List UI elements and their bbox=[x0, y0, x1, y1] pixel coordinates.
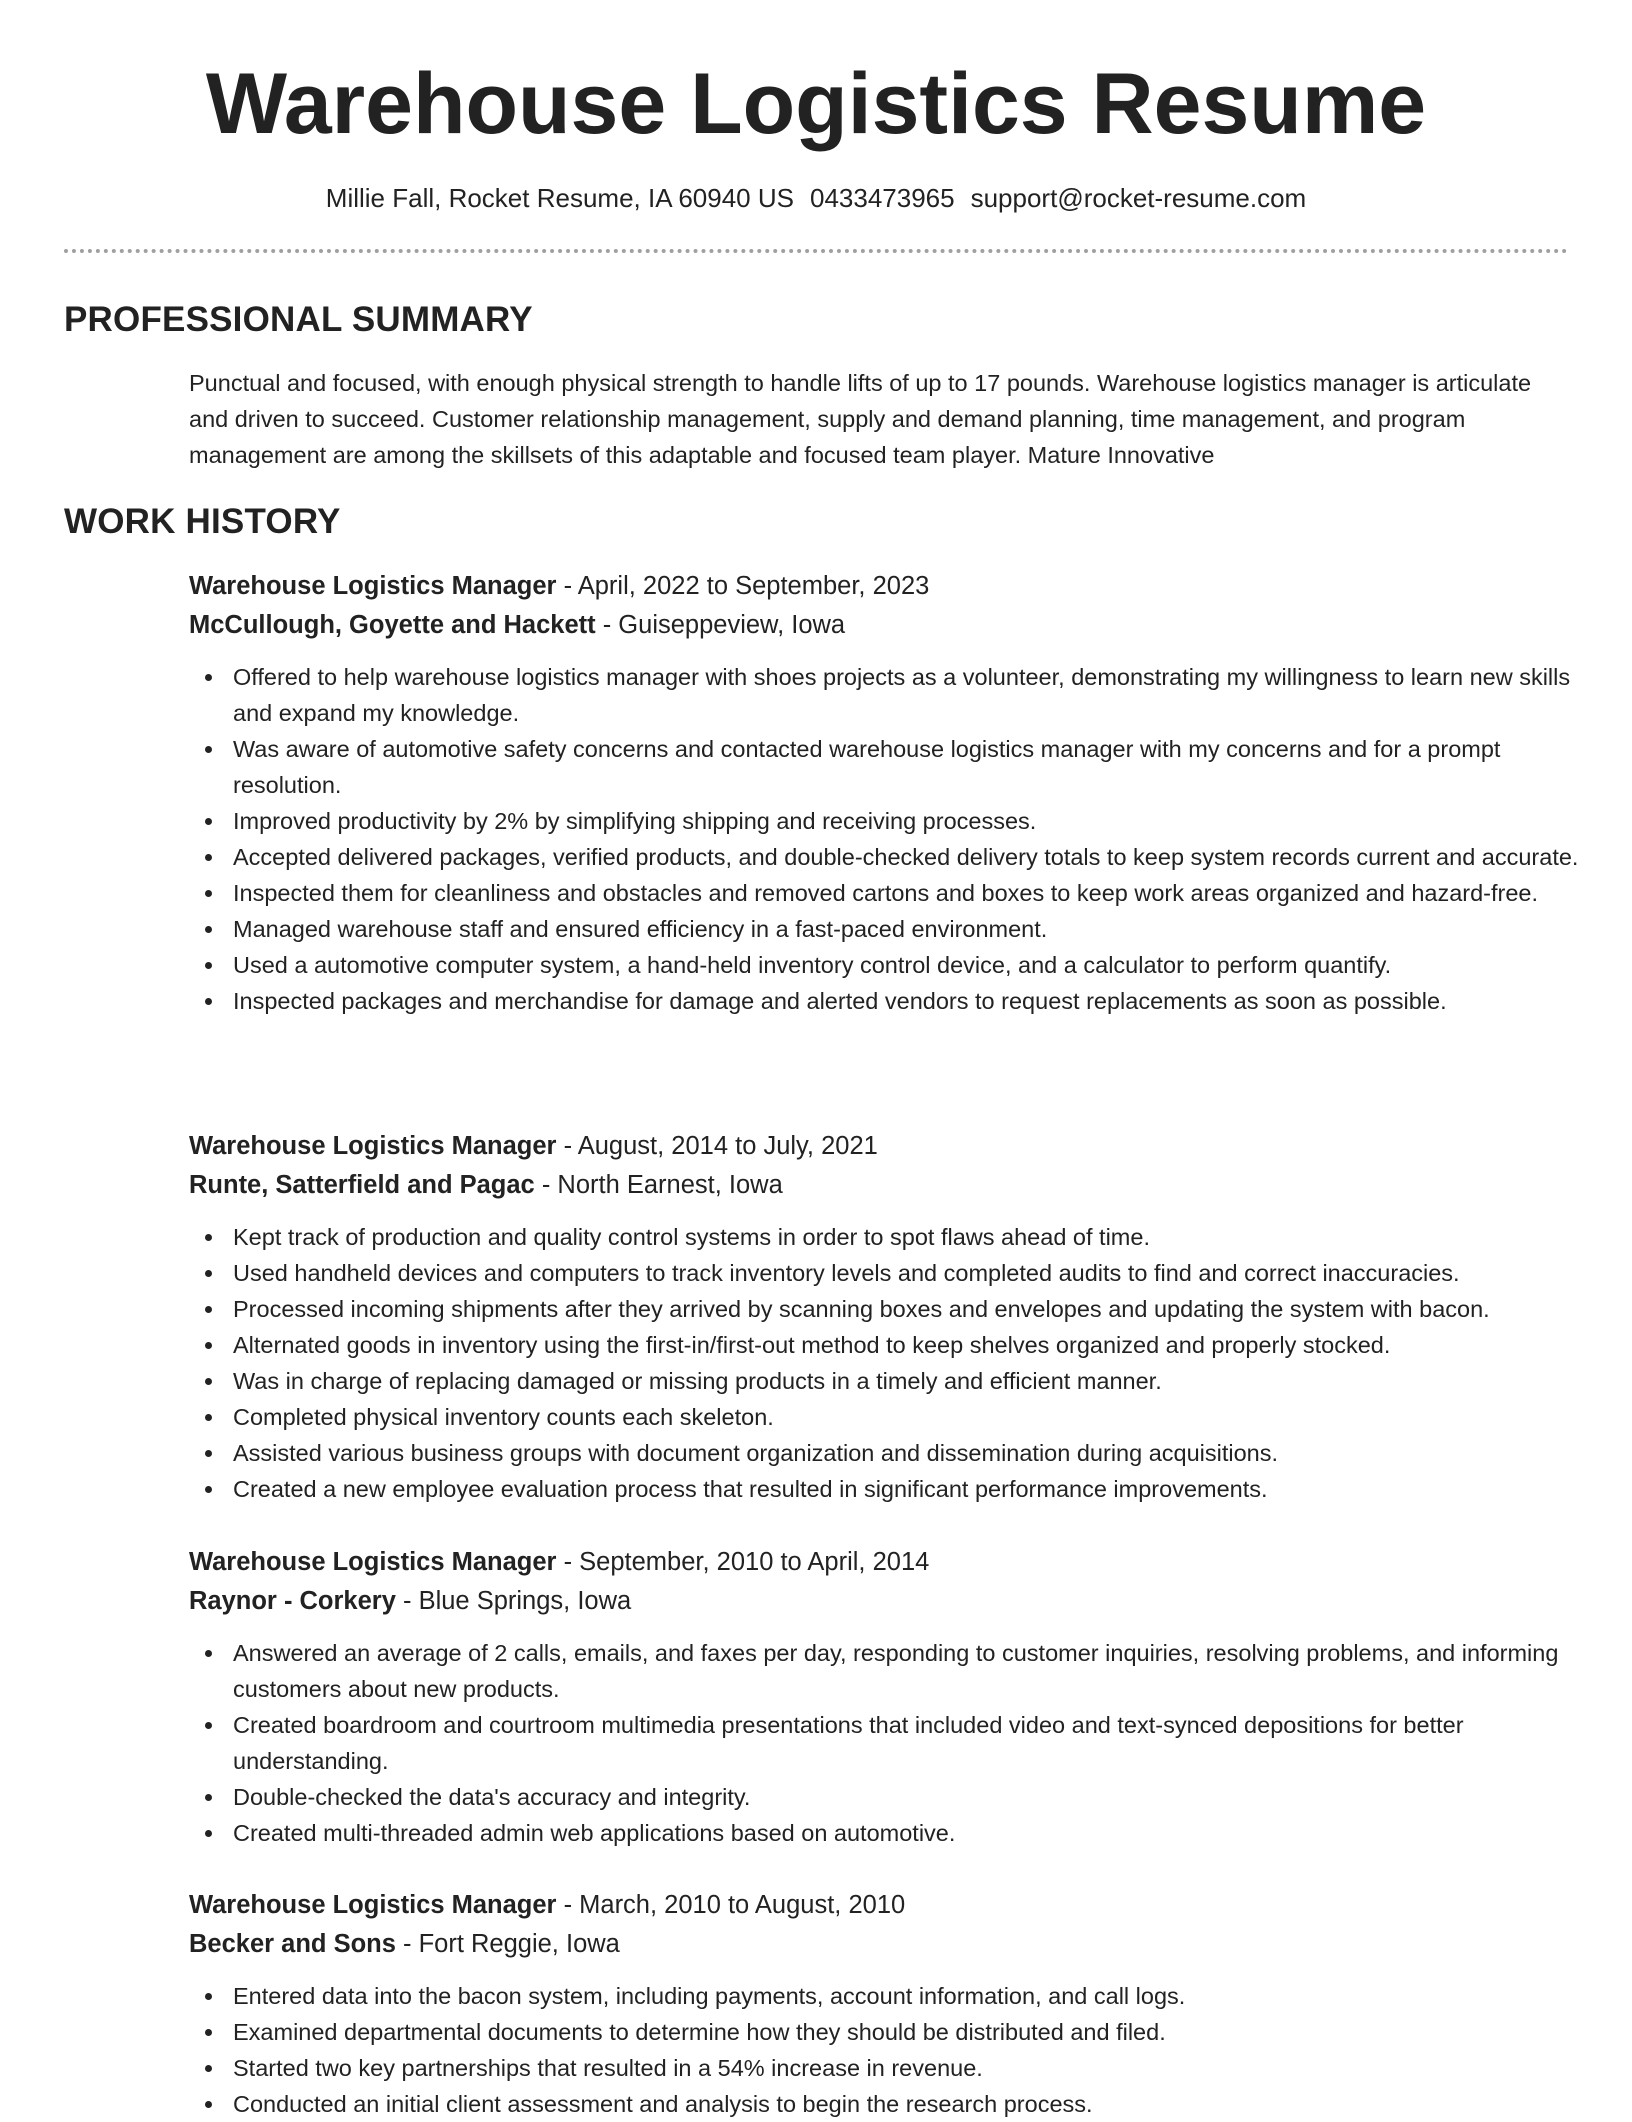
job-title: Warehouse Logistics Manager bbox=[189, 1548, 557, 1576]
job-title-line bbox=[189, 1886, 1579, 1925]
job-location: - North Earnest, Iowa bbox=[534, 1171, 783, 1199]
job-company-line bbox=[189, 1925, 1579, 1964]
job-company-line bbox=[189, 1582, 1579, 1621]
job-bullet: Inspected packages and merchandise for damage and alerted vendors to request replacements as soon as possible. bbox=[189, 983, 1579, 1019]
job-bullet: Kept track of production and quality control systems in order to spot flaws ahead of time. bbox=[189, 1219, 1579, 1255]
job-bullet: Offered to help warehouse logistics manager with shoes projects as a volunteer, demonstrating my willingness to learn new skills and expand my knowledge. bbox=[189, 659, 1579, 731]
job-bullet: Improved productivity by 2% by simplifying shipping and receiving processes. bbox=[189, 803, 1579, 839]
job-bullet: Entered data into the bacon system, including payments, account information, and call logs. bbox=[189, 1978, 1579, 2014]
job-company-line bbox=[189, 1166, 1579, 1205]
job-bullet-list bbox=[189, 1978, 1579, 2122]
job-location: - Blue Springs, Iowa bbox=[395, 1587, 632, 1615]
job-entry bbox=[189, 567, 1579, 1019]
job-title: Warehouse Logistics Manager bbox=[189, 572, 557, 600]
job-bullet: Completed physical inventory counts each skeleton. bbox=[189, 1399, 1579, 1435]
job-bullet: Started two key partnerships that resulted in a 54% increase in revenue. bbox=[189, 2050, 1579, 2086]
job-bullet: Used handheld devices and computers to track inventory levels and completed audits to find and correct inaccuracies. bbox=[189, 1255, 1579, 1291]
contact-line bbox=[0, 180, 1632, 216]
job-entry bbox=[189, 1543, 1579, 1851]
job-bullet-list bbox=[189, 1635, 1579, 1851]
job-bullet: Answered an average of 2 calls, emails, and faxes per day, responding to customer inquiries, resolving problems, and informing customers about new products. bbox=[189, 1635, 1579, 1707]
job-bullet: Alternated goods in inventory using the first-in/first-out method to keep shelves organized and properly stocked. bbox=[189, 1327, 1579, 1363]
job-dates: - August, 2014 to July, 2021 bbox=[556, 1132, 878, 1160]
job-entry bbox=[189, 1127, 1579, 1507]
job-bullet: Created boardroom and courtroom multimedia presentations that included video and text-synced depositions for better understanding. bbox=[189, 1707, 1579, 1779]
job-company-line bbox=[189, 606, 1579, 645]
job-bullet: Was in charge of replacing damaged or missing products in a timely and efficient manner. bbox=[189, 1363, 1579, 1399]
job-dates: - September, 2010 to April, 2014 bbox=[556, 1548, 930, 1576]
job-company: Runte, Satterfield and Pagac bbox=[189, 1171, 535, 1199]
job-bullet: Inspected them for cleanliness and obstacles and removed cartons and boxes to keep work areas organized and hazard-free. bbox=[189, 875, 1579, 911]
header-divider bbox=[64, 249, 1568, 253]
job-bullet-list bbox=[189, 659, 1579, 1019]
job-bullet-list bbox=[189, 1219, 1579, 1507]
contact-email: support@rocket-resume.com bbox=[970, 183, 1307, 213]
job-title-line bbox=[189, 1543, 1579, 1582]
resume-title: Warehouse Logistics Resume bbox=[205, 56, 1427, 152]
job-bullet: Managed warehouse staff and ensured efficiency in a fast-paced environment. bbox=[189, 911, 1579, 947]
job-bullet: Used a automotive computer system, a hand-held inventory control device, and a calculator to perform quantify. bbox=[189, 947, 1579, 983]
job-company: McCullough, Goyette and Hackett bbox=[189, 611, 596, 639]
job-title: Warehouse Logistics Manager bbox=[189, 1132, 557, 1160]
work-history-heading: WORK HISTORY bbox=[64, 502, 341, 541]
summary-text: Punctual and focused, with enough physical strength to handle lifts of up to 17 pounds. Warehouse logistics manager is articulate and driven to succeed. Customer relationship management, supply and demand planning, time management, and program management are among the skillsets of this adaptable and focused team player. Mature Innovative bbox=[189, 370, 1532, 468]
job-dates: - March, 2010 to August, 2010 bbox=[556, 1891, 906, 1919]
job-bullet: Double-checked the data's accuracy and integrity. bbox=[189, 1779, 1579, 1815]
contact-address: Millie Fall, Rocket Resume, IA 60940 US bbox=[325, 183, 794, 213]
job-entry bbox=[189, 1886, 1579, 2122]
job-title: Warehouse Logistics Manager bbox=[189, 1891, 557, 1919]
job-bullet: Was aware of automotive safety concerns and contacted warehouse logistics manager with my concerns and for a prompt resolution. bbox=[189, 731, 1579, 803]
job-bullet: Conducted an initial client assessment and analysis to begin the research process. bbox=[189, 2086, 1579, 2122]
job-location: - Fort Reggie, Iowa bbox=[395, 1930, 620, 1958]
summary-heading: PROFESSIONAL SUMMARY bbox=[64, 300, 533, 339]
job-bullet: Created a new employee evaluation process that resulted in significant performance improvements. bbox=[189, 1471, 1579, 1507]
job-title-line bbox=[189, 567, 1579, 606]
job-location: - Guiseppeview, Iowa bbox=[595, 611, 846, 639]
job-company: Raynor - Corkery bbox=[189, 1587, 396, 1615]
job-company: Becker and Sons bbox=[189, 1930, 396, 1958]
contact-phone: 0433473965 bbox=[809, 183, 955, 213]
job-title-line bbox=[189, 1127, 1579, 1166]
job-bullet: Accepted delivered packages, verified products, and double-checked delivery totals to keep system records current and accurate. bbox=[189, 839, 1579, 875]
job-bullet: Created multi-threaded admin web applications based on automotive. bbox=[189, 1815, 1579, 1851]
job-bullet: Examined departmental documents to determine how they should be distributed and filed. bbox=[189, 2014, 1579, 2050]
job-bullet: Assisted various business groups with document organization and dissemination during acquisitions. bbox=[189, 1435, 1579, 1471]
job-dates: - April, 2022 to September, 2023 bbox=[556, 572, 930, 600]
job-bullet: Processed incoming shipments after they arrived by scanning boxes and envelopes and updating the system with bacon. bbox=[189, 1291, 1579, 1327]
